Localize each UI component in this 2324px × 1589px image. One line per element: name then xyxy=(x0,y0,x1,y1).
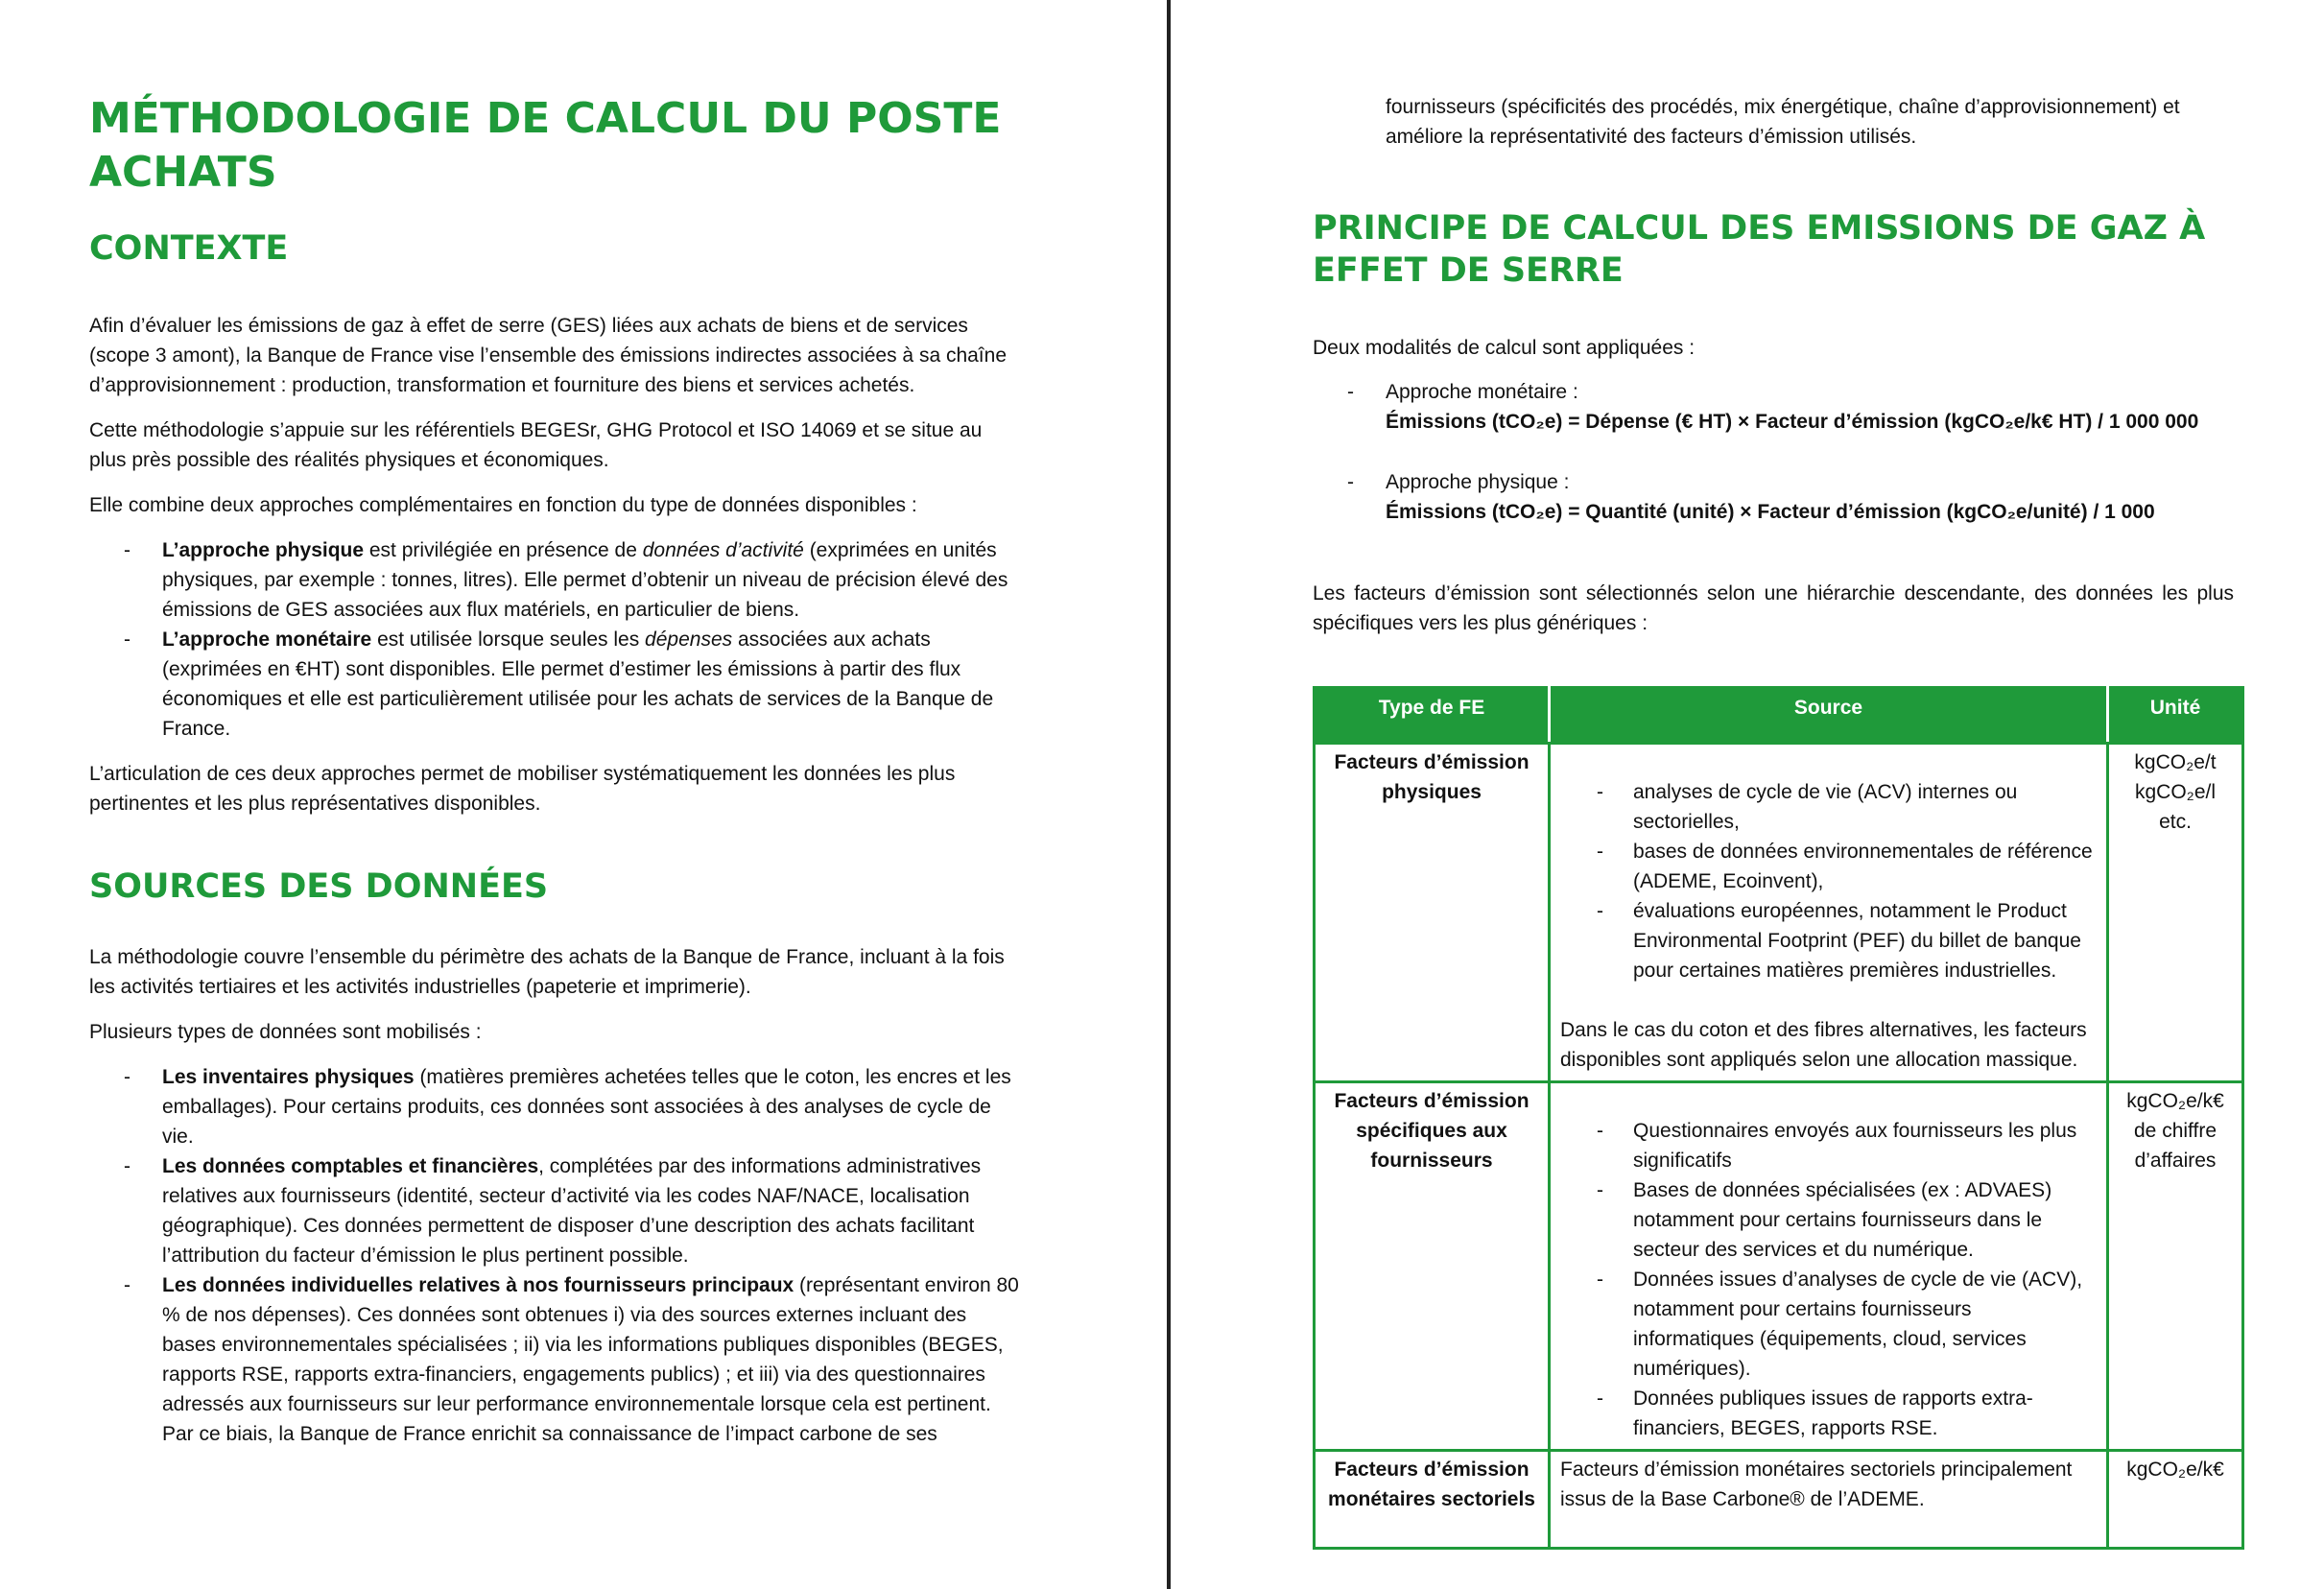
approaches-list xyxy=(89,535,1020,744)
list-item: - Les données comptables et financières, complétées par des informations administratives relatives aux fournisseurs (identité, secteur d’activité via les codes NAF/NACE, localisation géographique). Ces données permettent de disposer d’une description des achats facilitant l’attribution du facteur d’émission le plus pertinent possible. xyxy=(89,1151,1020,1270)
formula-list xyxy=(1313,377,2234,527)
formula-physique: Émissions (tCO₂e) = Quantité (unité) × Facteur d’émission (kgCO₂e/unité) / 1 000 xyxy=(1386,501,2155,523)
column-header: Source xyxy=(1550,688,2108,744)
continuation-text: fournisseurs (spécificités des procédés, mix énergétique, chaîne d’approvisionnement) et améliore la représentativité des facteurs d’émission utilisés. xyxy=(1386,96,2180,148)
document-title: MÉTHODOLOGIE DE CALCUL DU POSTE ACHATS xyxy=(89,94,1002,197)
contexte-paragraph-2: Cette méthodologie s’appuie sur les référentiels BEGESr, GHG Protocol et ISO 14069 et se situe au plus près possible des réalités physiques et économiques. xyxy=(89,419,983,471)
list-item: - Approche monétaire : Émissions (tCO₂e) = Dépense (€ HT) × Facteur d’émission (kgCO₂e/k€ HT) / 1 000 000 xyxy=(1313,377,2234,437)
list-item: - bases de données environnementales de référence (ADEME, Ecoinvent), xyxy=(1560,837,2097,896)
list-item: - L’approche physique est privilégiée en présence de données d’activité (exprimées en unités physiques, par exemple : tonnes, litres). Elle permet d’obtenir un niveau de précision élevé des émissions de GES associées aux flux matériels, en particulier de biens. xyxy=(89,535,1020,625)
list-item: - évaluations européennes, notamment le Product Environmental Footprint (PEF) du billet de banque pour certaines matières premières industrielles. xyxy=(1560,896,2097,985)
principe-intro: Deux modalités de calcul sont appliquées : xyxy=(1313,337,1696,359)
list-item: - analyses de cycle de vie (ACV) internes ou sectorielles, xyxy=(1560,777,2097,837)
section-heading-principe: PRINCIPE DE CALCUL DES EMISSIONS DE GAZ À EFFET DE SERRE xyxy=(1313,209,2206,290)
source-cell: Facteurs d’émission monétaires sectoriels principalement issus de la Base Carbone® de l’ADEME. xyxy=(1550,1451,2108,1549)
right-page xyxy=(1172,0,2324,1589)
sources-paragraph-1: La méthodologie couvre l’ensemble du périmètre des achats de la Banque de France, incluant à la fois les activités tertiaires et les activités industrielles (papeterie et imprimerie). xyxy=(89,946,1005,998)
source-cell xyxy=(1550,1082,2108,1451)
emission-factors-table xyxy=(1313,686,2244,1550)
unit-cell: kgCO₂e/k€ xyxy=(2108,1451,2243,1549)
section-heading-sources: SOURCES DES DONNÉES xyxy=(89,867,549,906)
list-item: - Données publiques issues de rapports extra-financiers, BEGES, rapports RSE. xyxy=(1560,1384,2097,1443)
sources-paragraph-2: Plusieurs types de données sont mobilisés : xyxy=(89,1021,482,1043)
list-item: - L’approche monétaire est utilisée lorsque seules les dépenses associées aux achats (exprimées en €HT) sont disponibles. Elle permet d’estimer les émissions à partir des flux économiques et elle est particulièrement utilisée pour les achats de services de la Banque de France. xyxy=(89,625,1020,744)
page-divider xyxy=(1167,0,1171,1589)
contexte-paragraph-1: Afin d’évaluer les émissions de gaz à effet de serre (GES) liées aux achats de biens et de services (scope 3 amont), la Banque de France vise l’ensemble des émissions indirectes associées à sa chaîne d’approvisionnement : production, transformation et fourniture des biens et services achetés. xyxy=(89,315,1008,396)
list-item: - Approche physique : Émissions (tCO₂e) = Quantité (unité) × Facteur d’émission (kgCO₂e/unité) / 1 000 xyxy=(1313,467,2234,527)
list-item: - Les inventaires physiques (matières premières achetées telles que le coton, les encres et les emballages). Pour certains produits, ces données sont associées à des analyses de cycle de vie. xyxy=(89,1062,1020,1151)
section-heading-contexte: CONTEXTE xyxy=(89,229,289,268)
table-row xyxy=(1315,1451,2243,1549)
type-cell: Facteurs d’émission monétaires sectoriels xyxy=(1315,1451,1550,1549)
unit-cell: kgCO₂e/k€ de chiffre d’affaires xyxy=(2108,1082,2243,1451)
source-cell xyxy=(1550,744,2108,1082)
source-note: Dans le cas du coton et des fibres alternatives, les facteurs disponibles sont appliqués selon une allocation massique. xyxy=(1560,1019,2087,1071)
list-item: - Les données individuelles relatives à nos fournisseurs principaux (représentant environ 80 % de nos dépenses). Ces données sont obtenues i) via des sources externes incluant des bases environnementales spécialisées ; ii) via les informations publiques disponibles (BEGES, rapports RSE, rapports extra-financiers, engagements publics) ; et iii) via des questionnaires adressés aux fournisseurs sur leur performance environnementale lorsque cela est pertinent. Par ce biais, la Banque de France enrichit sa connaissance de l’impact carbone de ses xyxy=(89,1270,1020,1449)
type-cell: Facteurs d’émission physiques xyxy=(1315,744,1550,1082)
column-header: Unité xyxy=(2108,688,2243,744)
contexte-paragraph-3: Elle combine deux approches complémentaires en fonction du type de données disponibles : xyxy=(89,494,917,516)
formula-monetaire: Émissions (tCO₂e) = Dépense (€ HT) × Facteur d’émission (kgCO₂e/k€ HT) / 1 000 000 xyxy=(1386,411,2199,433)
unit-cell: kgCO₂e/t kgCO₂e/l etc. xyxy=(2108,744,2243,1082)
type-cell: Facteurs d’émission spécifiques aux fournisseurs xyxy=(1315,1082,1550,1451)
list-item: - Bases de données spécialisées (ex : ADVAES) notamment pour certains fournisseurs dans le secteur des services et du numérique. xyxy=(1560,1175,2097,1265)
table-row xyxy=(1315,744,2243,1082)
list-item: - Questionnaires envoyés aux fournisseurs les plus significatifs xyxy=(1560,1116,2097,1175)
hierarchy-paragraph: Les facteurs d’émission sont sélectionnés selon une hiérarchie descendante, des données les plus spécifiques vers les plus génériques : xyxy=(1313,582,2234,634)
data-types-list xyxy=(89,1062,1020,1449)
contexte-paragraph-4: L’articulation de ces deux approches permet de mobiliser systématiquement les données les plus pertinentes et les plus représentatives disponibles. xyxy=(89,763,956,815)
list-item: - Données issues d’analyses de cycle de vie (ACV), notamment pour certains fournisseurs informatiques (équipements, cloud, services numériques). xyxy=(1560,1265,2097,1384)
column-header: Type de FE xyxy=(1315,688,1550,744)
table-row xyxy=(1315,1082,2243,1451)
table-header-row xyxy=(1315,688,2243,744)
